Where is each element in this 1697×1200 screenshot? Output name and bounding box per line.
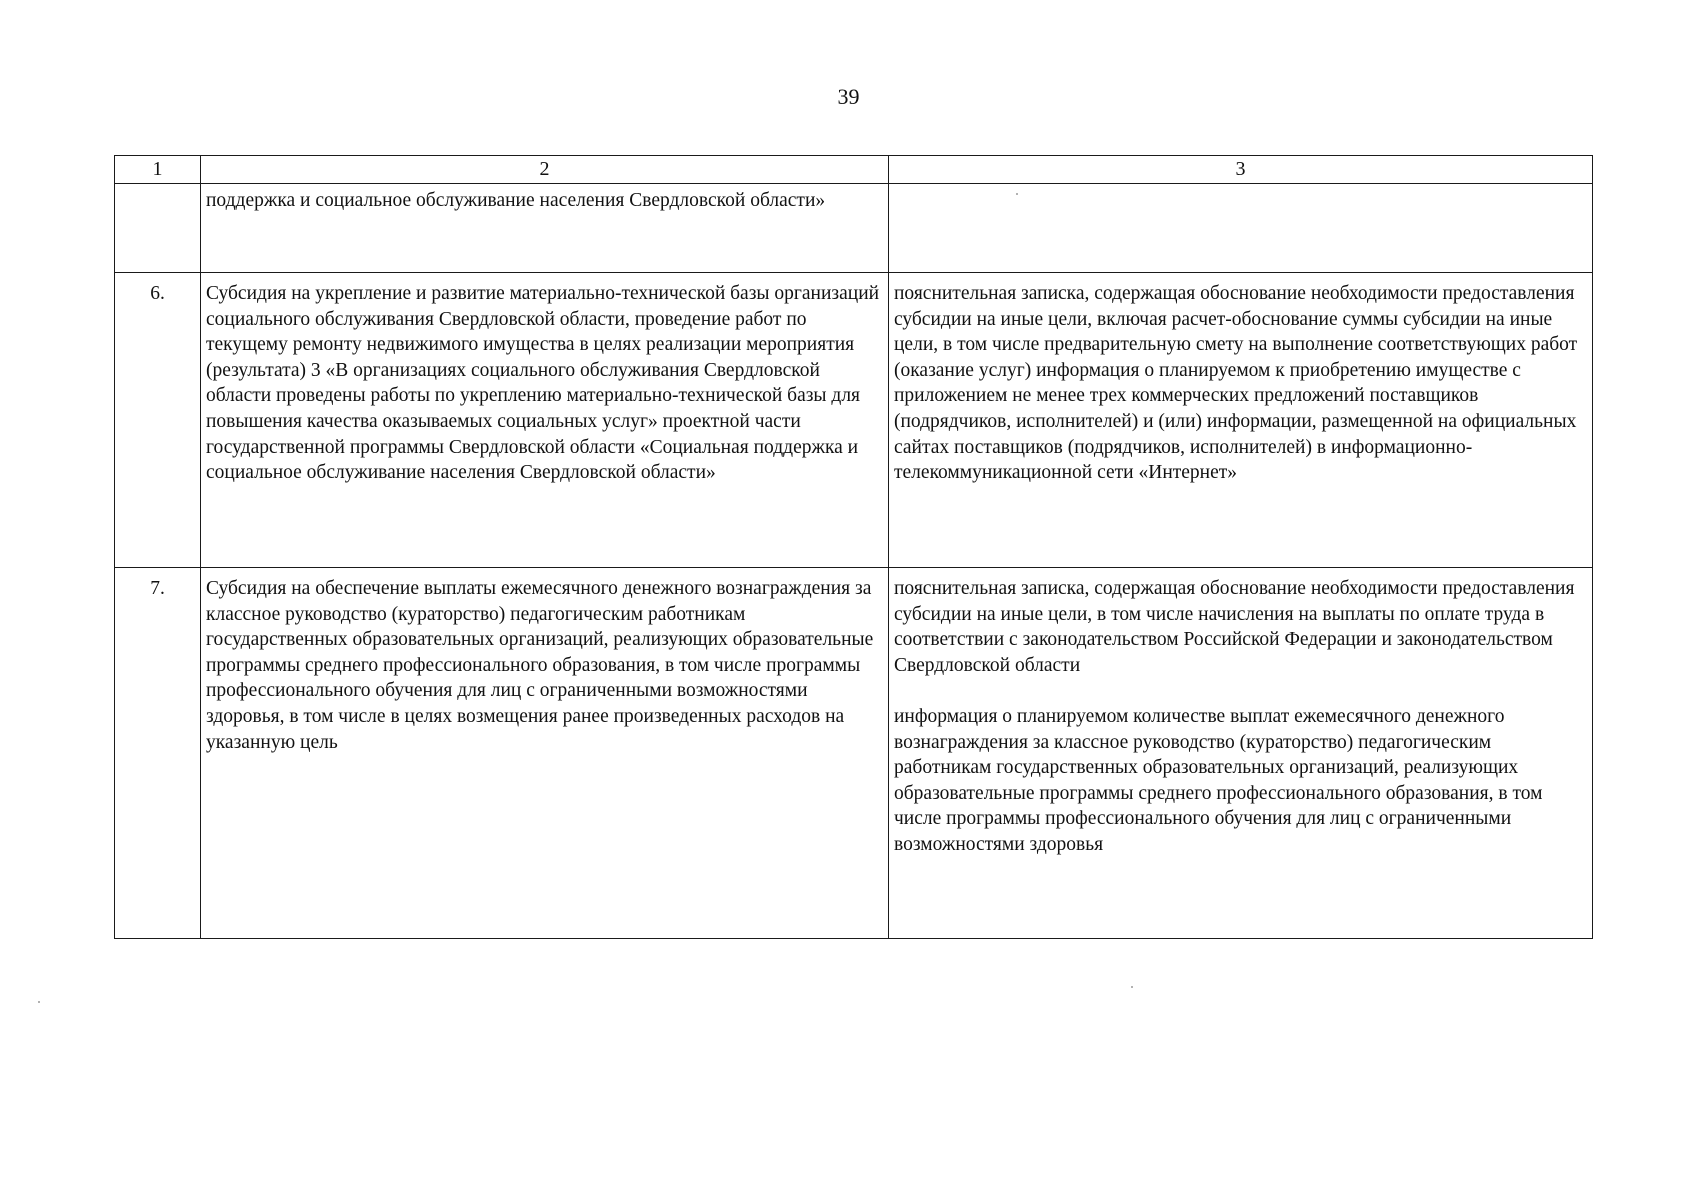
required-documents-cell	[889, 568, 1593, 939]
required-documents-cell	[889, 184, 1593, 273]
document-paragraph: пояснительная записка, содержащая обоснование необходимости предоставления субсидии на иные цели, в том числе начисления на выплаты по оплате труда в соответствии с законодательством Российской Федерации и законодательством Свердловской области	[894, 578, 1575, 676]
scan-speck	[1131, 986, 1133, 988]
document-paragraph: пояснительная записка, содержащая обоснование необходимости предоставления субсидии на иные цели, включая расчет-обоснование суммы субсидии на иные цели, в том числе предварительную смету на выполнение соответствующих работ (оказание услуг) информация о планируемом к приобретению имуществе с приложением не менее трех коммерческих предложений поставщиков (подрядчиков, исполнителей) и (или) информации, размещенной на официальных сайтах поставщиков (подрядчиков, исполнителей) в информационно-телекоммуникационной сети «Интернет»	[894, 283, 1578, 484]
column-header-number: 1	[115, 156, 201, 184]
subsidy-name-cell: поддержка и социальное обслуживание населения Свердловской области»	[201, 184, 889, 273]
row-number-cell: 6.	[115, 273, 201, 568]
scan-speck	[38, 1001, 40, 1003]
scan-speck	[1016, 193, 1018, 195]
column-header-subsidy: 2	[201, 156, 889, 184]
document-paragraph: информация о планируемом количестве выплат ежемесячного денежного вознаграждения за классное руководство (кураторство) педагогическим работникам государственных образовательных организаций, реализующих образовательные программы среднего профессионального образования, в том числе программы профессионального обучения для лиц с ограниченными возможностями здоровья	[894, 705, 1543, 855]
subsidy-name-cell: Субсидия на укрепление и развитие материально-технической базы организаций социального обслуживания Свердловской области, проведение работ по текущему ремонту недвижимого имущества в целях реализации мероприятия (результата) 3 «В организациях социального обслуживания Свердловской области проведены работы по укреплению материально-технической базы для повышения качества оказываемых социальных услуг» проектной части государственной программы Свердловской области «Социальная поддержка и социальное обслуживание населения Свердловской области»	[201, 273, 889, 568]
subsidy-documents-table	[114, 155, 1593, 939]
table-row	[115, 184, 1593, 273]
column-header-documents: 3	[889, 156, 1593, 184]
subsidy-name-cell: Субсидия на обеспечение выплаты ежемесячного денежного вознаграждения за классное руководство (кураторство) педагогическим работникам государственных образовательных организаций, реализующих образовательные программы среднего профессионального образования, в том числе программы профессионального обучения для лиц с ограниченными возможностями здоровья, в том числе в целях возмещения ранее произведенных расходов на указанную цель	[201, 568, 889, 939]
table-header-row	[115, 156, 1593, 184]
table-row	[115, 273, 1593, 568]
table-row	[115, 568, 1593, 939]
row-number-cell: 7.	[115, 568, 201, 939]
page-number: 39	[837, 84, 860, 109]
required-documents-cell	[889, 273, 1593, 568]
row-number-cell	[115, 184, 201, 273]
